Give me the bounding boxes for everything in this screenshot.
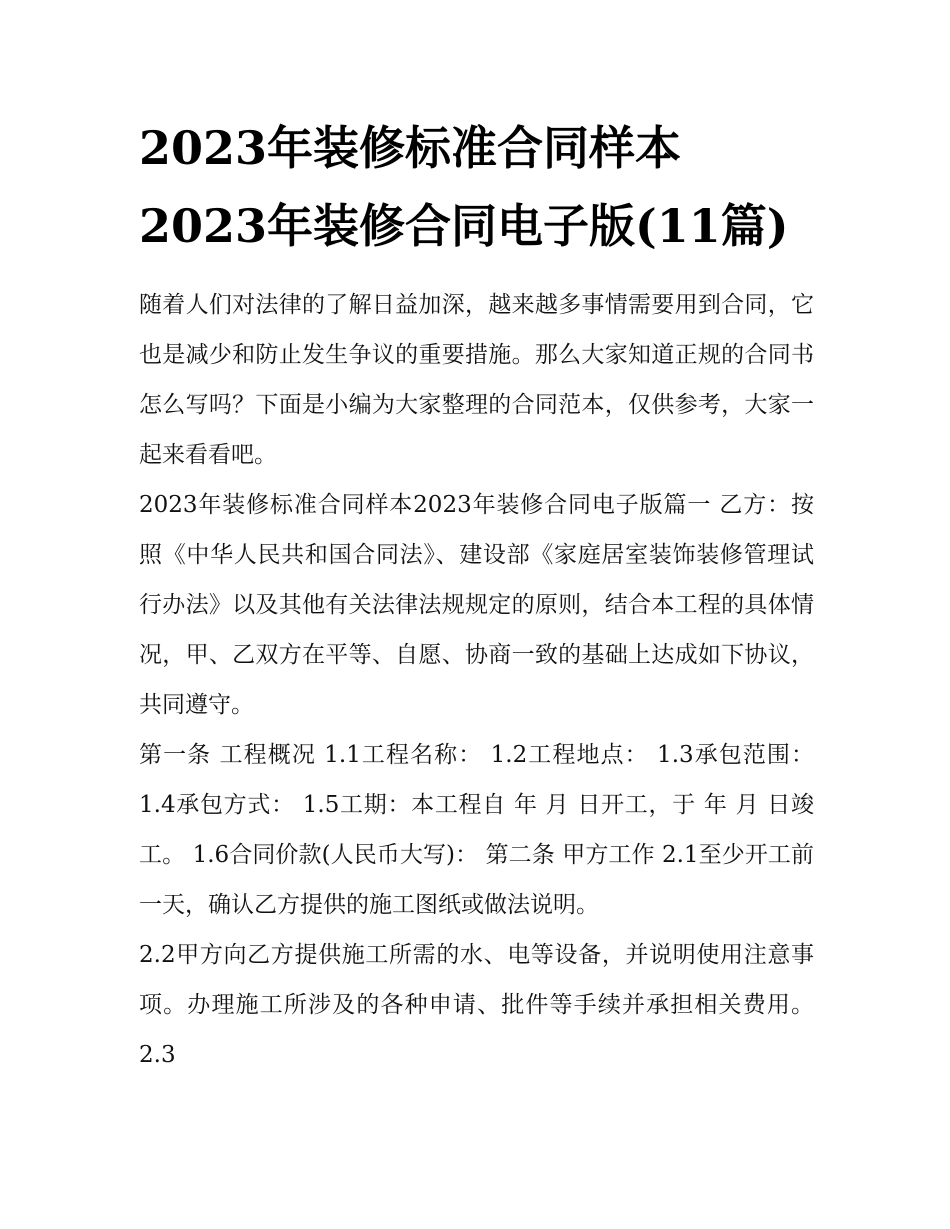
document-body [139, 280, 814, 1080]
document-title-line-1: 2023年装修标准合同样本 [139, 121, 682, 175]
paragraph-article-one: 第一条 工程概况 1.1工程名称： 1.2工程地点： 1.3承包范围： 1.4承包方式： 1.5工期：本工程自 年 月 日开工，于 年 月 日竣工。 1.6合同价款(人民币大写)： 第二条 甲方工作 2.1至少开工前一天，确认乙方提供的施工图纸或做法说明。 [139, 742, 814, 918]
paragraph-article-two: 2.2甲方向乙方提供施工所需的水、电等设备，并说明使用注意事项。办理施工所涉及的各种申请、批件等手续并承担相关费用。 2.3 [139, 942, 814, 1068]
paragraph-intro: 随着人们对法律的了解日益加深，越来越多事情需要用到合同，它也是减少和防止发生争议的重要措施。那么大家知道正规的合同书怎么写吗？下面是小编为大家整理的合同范本，仅供参考，大家一起来看看吧。 [139, 292, 814, 468]
document-title-line-2: 2023年装修合同电子版(11篇) [139, 199, 789, 253]
paragraph-contract-preamble: 2023年装修标准合同样本2023年装修合同电子版篇一 乙方：按照《中华人民共和国合同法》、建设部《家庭居室装饰装修管理试行办法》以及其他有关法律法规规定的原则，结合本工程的具体情况，甲、乙双方在平等、自愿、协商一致的基础上达成如下协议，共同遵守。 [139, 492, 814, 718]
